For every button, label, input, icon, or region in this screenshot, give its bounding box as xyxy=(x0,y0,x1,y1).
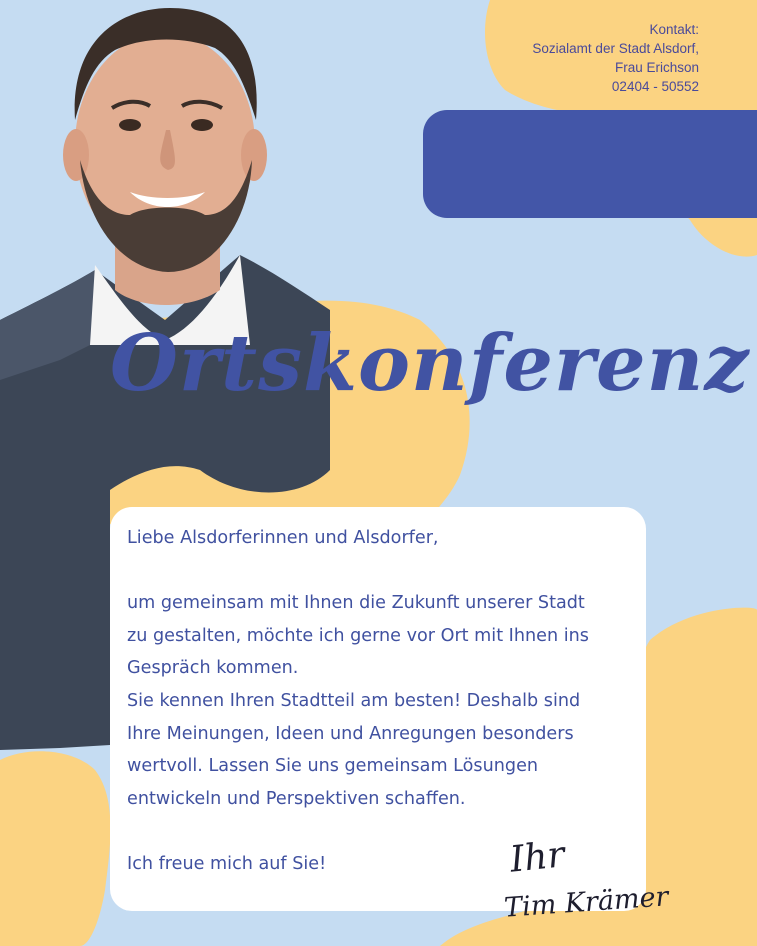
signature-line-2: Tim Krämer xyxy=(503,881,670,924)
letter-line: Sie kennen Ihren Stadtteil am besten! Deshalb sind xyxy=(127,690,581,711)
letter-line: Ihre Meinungen, Ideen und Anregungen besonders xyxy=(127,723,574,744)
letter-line: wertvoll. Lassen Sie uns gemeinsam Lösungen xyxy=(127,756,539,777)
letter-line: um gemeinsam mit Ihnen die Zukunft unserer Stadt xyxy=(127,593,585,614)
letter-greeting: Liebe Alsdorferinnen und Alsdorfer, xyxy=(127,528,439,548)
signature-line-1: Ihr xyxy=(508,834,567,881)
contact-person: Frau Erichson xyxy=(614,60,699,75)
letter-text xyxy=(127,522,637,881)
page-title: Ortskonferenz xyxy=(110,318,750,409)
letter-closing: Ich freue mich auf Sie! xyxy=(127,853,327,874)
contact-office: Sozialamt der Stadt Alsdorf, xyxy=(532,41,699,56)
bottom-left-yellow-blob xyxy=(0,751,111,946)
letter-line: zu gestalten, möchte ich gerne vor Ort mit Ihnen ins xyxy=(127,625,589,646)
blue-banner-shape xyxy=(423,110,757,218)
contact-phone: 02404 - 50552 xyxy=(611,79,699,94)
contact-block xyxy=(532,20,699,96)
letter-line: Gespräch kommen. xyxy=(127,658,299,679)
letter-line: entwickeln und Perspektiven schaffen. xyxy=(127,788,466,809)
signature xyxy=(500,835,680,935)
contact-label: Kontakt: xyxy=(649,22,699,37)
